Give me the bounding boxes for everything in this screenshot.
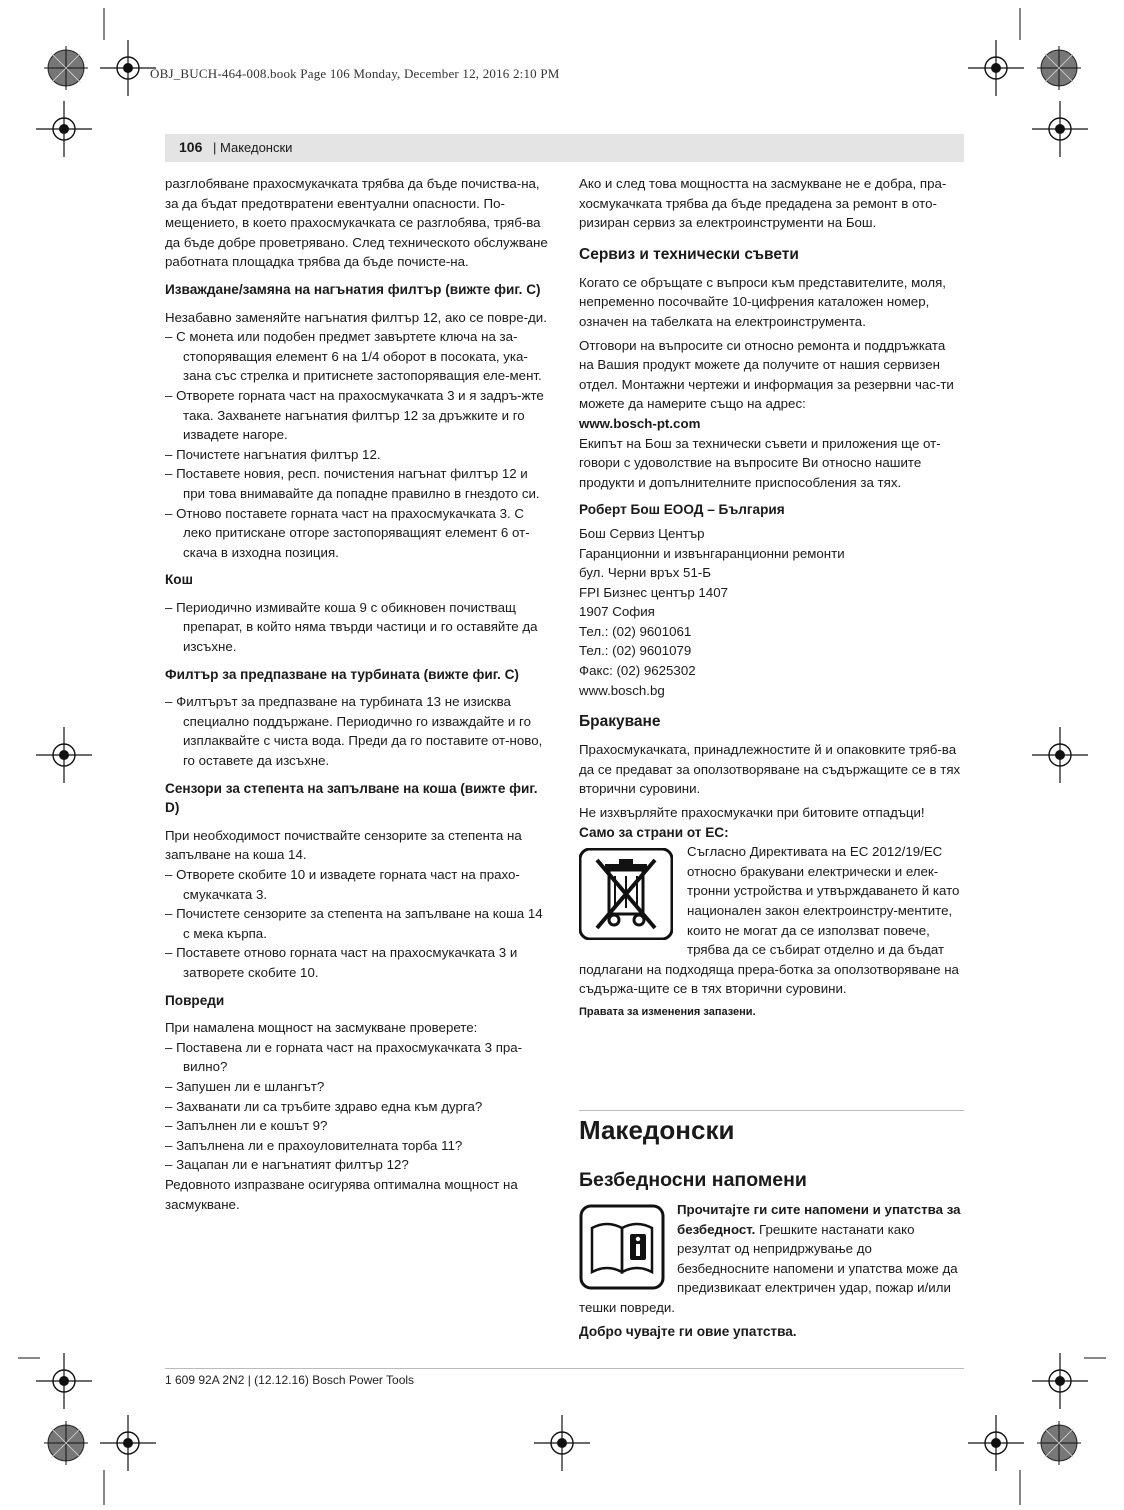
mk-title: Македонски	[579, 1115, 735, 1145]
page-header	[165, 134, 964, 162]
print-info: OBJ_BUCH-464-008.book Page 106 Monday, December 12, 2016 2:10 PM	[150, 66, 560, 81]
rights-reserved: Правата за изменения запазени.	[579, 1005, 756, 1018]
page-footer: 1 609 92A 2N2 | (12.12.16) Bosch Power Tools	[165, 1373, 415, 1387]
page-number: 106	[179, 139, 203, 155]
list-item: – Отворете горната част на прахосмукачката 3 и я задръ-жте така. Захванете нагънатия филтър 12 за дръжките и го извадете нагоре.	[165, 387, 544, 443]
address-line: FPI Бизнес център 1407	[579, 584, 728, 600]
list-item: – Периодично измивайте коша 9 с обикновен почистващ препарат, в който няма твърди частици и го оставяйте да изсъхне.	[165, 599, 538, 655]
service-heading: Сервиз и технически съвети	[579, 245, 799, 263]
service-paragraph: Когато се обръщате с въпроси към представителите, моля, непременно посочвайте 10-цифрения каталожен номер, означен на табелката на електроинструмента.	[579, 274, 946, 329]
list-item: – Поставете новия, респ. почистения нагънат филтър 12 и при това внимавайте да попадне правилно в гнездото си.	[165, 466, 540, 501]
disposal-heading: Бракуване	[579, 713, 661, 731]
list-item: – Запълнена ли е прахоуловителната торба 11?	[165, 1137, 463, 1153]
address-web-link[interactable]: www.bosch.bg	[579, 682, 665, 698]
list-item: – Отново поставете горната част на прахосмукачката 3. С леко притискане отгоре застопоряващият елемент 6 от-скача в изходна позиция.	[165, 505, 530, 560]
section-language: | Македонски	[213, 140, 293, 155]
right-column	[579, 174, 963, 1023]
mk-bold-text: Прочитајте ги сите напомени и упатства за безбедност.	[677, 1202, 961, 1237]
weee-bin-icon	[579, 848, 673, 940]
right-intro: Ако и след това мощността на засмукване не е добра, пра-хосмукачката трябва да бъде предадена за ремонт в ото-ризиран сервиз за електроинструменти на Бош.	[579, 176, 947, 231]
address-line: 1907 София	[579, 604, 655, 620]
list-item: – Запушен ли е шлангът?	[165, 1078, 325, 1094]
mk-block	[579, 1200, 963, 1318]
footer-rule	[165, 1368, 964, 1369]
mk-section	[579, 1114, 963, 1341]
list-item: – Почистете нагънатия филтър 12.	[165, 446, 381, 462]
sensor-heading: Сензори за степента на запълване на коша (вижте фиг. D)	[165, 780, 538, 816]
left-column	[165, 174, 549, 1214]
list-item: – С монета или подобен предмет завъртете ключа на за-стопоряващия елемент 6 на 1/4 оборот в посоката, ука-зана със стрелка и притиснете застопоряващия еле-мент.	[165, 329, 542, 384]
filter-heading: Изваждане/замяна на нагънатия филтър (вижте фиг. C)	[165, 281, 541, 297]
list-item: – Поставете отново горната част на прахосмукачката 3 и затворете скобите 10.	[165, 945, 518, 980]
mk-subtitle: Безбедносни напомени	[579, 1169, 807, 1191]
disposal-paragraph: Не изхвърляйте прахосмукачки при битовите отпадъци!	[579, 805, 925, 821]
address-line: бул. Черни връх 51-Б	[579, 565, 712, 581]
list-item: – Отворете скобите 10 и извадете горната част на прахо-смукачката 3.	[165, 867, 520, 902]
list-item: – Зацапан ли е нагънатият филтър 12?	[165, 1157, 409, 1173]
list-item: – Почистете сензорите за степента на запълване на коша 14 с мека кърпа.	[165, 906, 543, 941]
company-heading: Роберт Бош ЕООД – България	[579, 502, 785, 518]
mk-keep: Добро чувајте ги овие упатства.	[579, 1323, 797, 1339]
list-item: – Запълнен ли е кошът 9?	[165, 1118, 328, 1134]
turbine-heading: Филтър за предпазване на турбината (вижте фиг. C)	[165, 666, 519, 682]
service-url[interactable]: www.bosch-pt.com	[579, 415, 701, 431]
damage-text: При намалена мощност на засмукване проверете:	[165, 1020, 478, 1036]
address-line: Тел.: (02) 9601079	[579, 643, 692, 659]
list-item: – Захванати ли са тръбите здраво една към дурга?	[165, 1098, 483, 1114]
damage-heading: Повреди	[165, 992, 225, 1008]
disposal-paragraph: Прахосмукачката, принадлежностите й и опаковките тряб-ва да се предават за оползотворяване на съдържащите се в тях вторични суровини.	[579, 742, 961, 797]
address-line: Тел.: (02) 9601061	[579, 623, 692, 639]
service-paragraph: Екипът на Бош за технически съвети и приложения ще от-говори с удоволствие на въпросите Ви относно нашите продукти и допълнителните приспособления за тях.	[579, 435, 941, 490]
eu-text: Съгласно Директивата на ЕС 2012/19/ЕС относно бракувани електрически и елек-тронни устройства и утвърждаването й като национален закон електроинстру-ментите, които не могат да се използват повече, трябва да се събират отделно и да бъдат подлагани на подходяща прера-ботка за оползотворяване на съдържа-щите се в тях вторични суровини.	[579, 844, 960, 997]
service-paragraph: Отговори на въпросите си относно ремонта и поддръжката на Вашия продукт можете да получите от нашия сервизен отдел. Монтажни чертежи и информация за резервни час-ти можете да намерите също на адрес:	[579, 337, 954, 412]
eu-block	[579, 842, 963, 999]
read-manual-icon	[579, 1204, 665, 1290]
list-item: – Филтърът за предпазване на турбината 13 не изисква специално поддържане. Периодично го изваждайте и го изплаквайте с чиста вода. Преди да го поставите от-ново, го оставете да изсъхне.	[165, 694, 543, 769]
address-line: Бош Сервиз Център	[579, 525, 705, 541]
sensor-text: При необходимост почиствайте сензорите за степента на запълване на коша 14.	[165, 827, 522, 863]
filter-text: Незабавно заменяйте нагънатия филтър 12, ако се повре-ди.	[165, 309, 547, 325]
address-line: Гаранционни и извънгаранционни ремонти	[579, 545, 845, 561]
list-item: – Поставена ли е горната част на прахосмукачката 3 пра-вилно?	[165, 1039, 523, 1075]
damage-footer: Редовното изпразване осигурява оптимална мощност на засмукване.	[165, 1176, 518, 1212]
mk-text: Грешките настанати како резултат од непридржување до безбедносните напомени и упатства може да предизвикаат електричен удар, пожар и/или тешки повреди.	[579, 1221, 958, 1315]
kosh-heading: Кош	[165, 572, 193, 588]
section-rule	[579, 1110, 964, 1111]
intro-paragraph: разглобяване прахосмукачката трябва да бъде почиства-на, за да бъдат предотвратени евентуални опасности. По-мещението, в което прахосмукачката се разглобява, тряб-ва да бъде добре проветрявано. След техническото обслужване работната площадка трябва да бъде почисте-на.	[165, 176, 548, 270]
eu-heading: Само за страни от ЕС:	[579, 824, 729, 840]
address-line: Факс: (02) 9625302	[579, 663, 696, 679]
